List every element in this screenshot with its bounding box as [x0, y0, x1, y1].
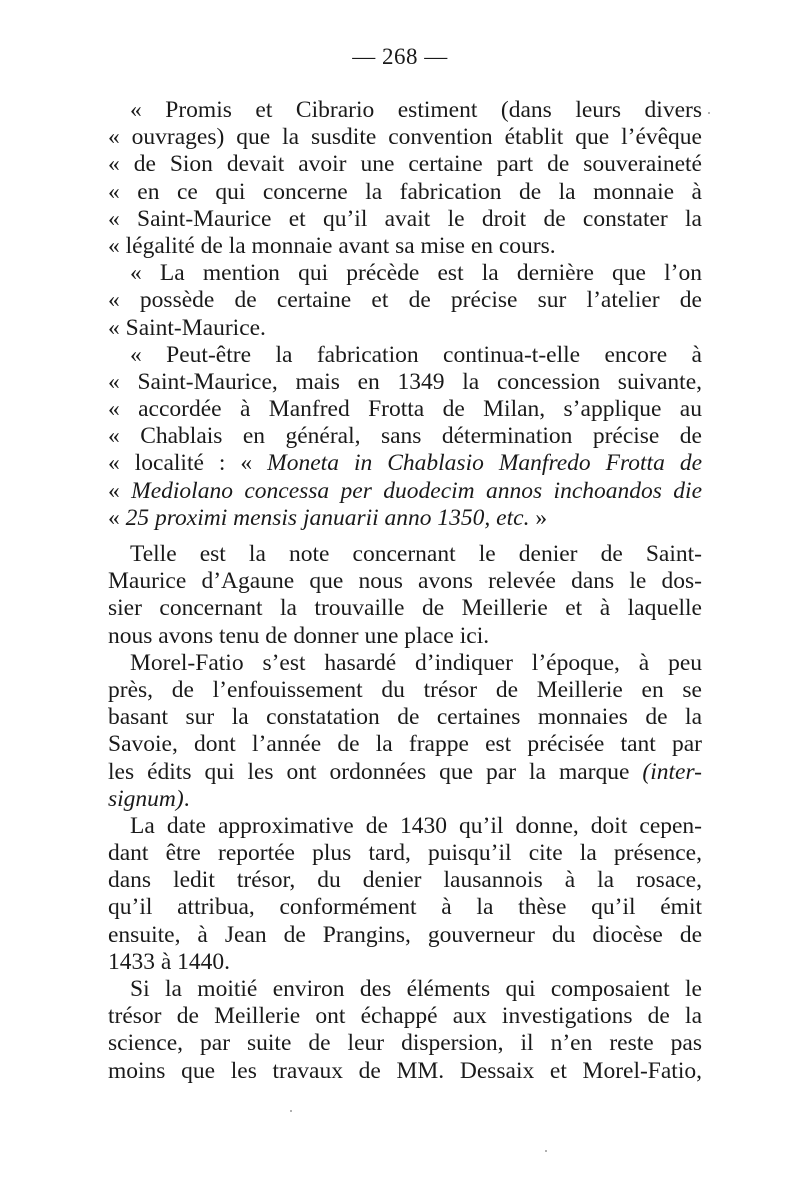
- body-text-plain: .: [183, 785, 190, 812]
- quote-line: « légalité de la monnaie avant sa mise en cours.: [108, 232, 556, 259]
- body-line: trésor de Meillerie ont échappé aux investigations de la: [108, 1003, 702, 1030]
- body-line: [108, 759, 702, 786]
- body-line: nous avons tenu de donner une place ici.: [108, 622, 490, 649]
- body-text-plain: les édits qui les ont ordonnées que par la marque: [108, 758, 643, 785]
- quote-line: « Saint-Maurice, mais en 1349 la concession suivante,: [108, 368, 702, 395]
- body-line: Maurice d’Agaune que nous avons relevée dans le dos-: [108, 568, 702, 595]
- scan-speck: [708, 112, 710, 114]
- body-line: 1433 à 1440.: [108, 948, 231, 975]
- latin-citation: Mediolano concessa per duodecim annos inchoandos die: [131, 477, 702, 504]
- quote-line: « possède de certaine et de précise sur l’atelier de: [108, 287, 702, 314]
- quote-line: « de Sion devait avoir une certaine part de souveraineté: [108, 151, 702, 178]
- body-line: Telle est la note concernant le denier de Saint-: [130, 541, 702, 567]
- quote-line: [108, 505, 702, 532]
- scan-speck: [545, 1150, 547, 1152]
- quote-line: « Saint-Maurice.: [108, 314, 266, 341]
- body-line: La date approximative de 1430 qu’il donne, doit cepen-: [130, 812, 702, 839]
- quote-line: [108, 450, 702, 477]
- quote-line: « La mention qui précède est la dernière que l’on: [130, 260, 702, 287]
- body-line: près, de l’enfouissement du trésor de Meillerie en se: [108, 676, 702, 703]
- body-line: sier concernant la trouvaille de Meillerie et à laquelle: [108, 595, 702, 622]
- body-line: science, par suite de leur dispersion, il n’en reste pas: [108, 1030, 702, 1057]
- body-line: Si la moitié environ des éléments qui composaient le: [130, 976, 702, 1002]
- quote-close: »: [529, 504, 548, 531]
- quote-line: [108, 478, 702, 505]
- quote-text: «: [108, 477, 132, 504]
- body-line: dant être reportée plus tard, puisqu’il cite la présence,: [108, 840, 702, 867]
- quote-line: « Saint-Maurice et qu’il avait le droit de constater la: [108, 205, 702, 232]
- page-number: — 268 —: [352, 44, 448, 69]
- quote-line: « Promis et Cibrario estiment (dans leurs divers: [130, 97, 702, 123]
- latin-citation: Moneta in Chablasio Manfredo Frotta de: [267, 450, 703, 477]
- body-line: dans ledit trésor, du denier lausannois à la rosace,: [108, 867, 702, 894]
- latin-term: signum): [108, 785, 184, 812]
- body-line: [108, 786, 702, 813]
- latin-citation: 25 proximi mensis januarii anno 1350, etc.: [125, 504, 530, 531]
- body-line: ensuite, à Jean de Prangins, gouverneur du diocèse de: [108, 921, 702, 948]
- quote-line: « ouvrages) que la susdite convention établit que l’évêque: [108, 124, 702, 151]
- scan-speck: [290, 1110, 292, 1112]
- body-line: qu’il attribua, conformément à la thèse qu’il émit: [108, 894, 702, 921]
- quote-line: « Peut-être la fabrication continua-t-elle encore à: [130, 341, 702, 368]
- body-line: Morel-Fatio s’est hasardé d’indiquer l’époque, à peu: [130, 649, 702, 676]
- body-line: moins que les travaux de MM. Dessaix et Morel-Fatio,: [108, 1057, 702, 1084]
- quote-line: « accordée à Manfred Frotta de Milan, s’applique au: [108, 396, 702, 423]
- body-line: basant sur la constatation de certaines monnaies de la: [108, 704, 702, 731]
- quote-text: « localité : «: [108, 450, 268, 477]
- latin-term: (inter-: [642, 758, 702, 785]
- body-text: [108, 541, 702, 1085]
- quote-text: «: [108, 504, 126, 531]
- quote-line: « en ce qui concerne la fabrication de la monnaie à: [108, 178, 702, 205]
- body-line: Savoie, dont l’année de la frappe est précisée tant par: [108, 731, 702, 758]
- quoted-passage: [108, 97, 702, 532]
- quote-line: « Chablais en général, sans détermination précise de: [108, 423, 702, 450]
